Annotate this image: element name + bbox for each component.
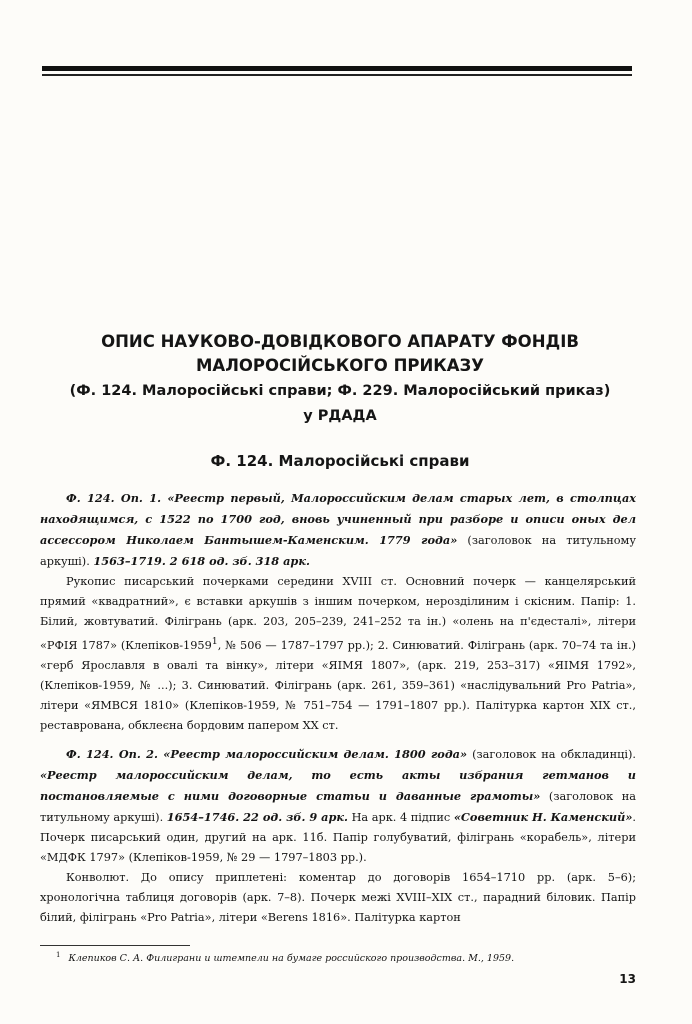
op1-entry bbox=[40, 488, 636, 572]
header-rule-thick bbox=[42, 66, 632, 71]
op2-signature-intro: На арк. 4 підпис bbox=[347, 811, 454, 824]
op2-signature: «Советник Н. Каменский» bbox=[453, 810, 633, 824]
footnote-text: Клепиков С. А. Филиграни и штемпели на бумаге российского производства. М., 1959. bbox=[68, 953, 515, 965]
op2-second-note: (заголовок на титульному аркуші). bbox=[40, 790, 637, 824]
op1-description-text-a: Рукопис писарський почерками середини XVIII ст. Основний почерк — канцелярський прямий «квадратний», є вставки аркушів з іншим почерком, нерозділиним і скісним. Папір: 1. Білий, жовтуватий. Філігрань (арк. 203, 205–239, 241–252 та ін.) «олень на п'єдесталі», літери «РФІЯ 1787» (Клепіков-1959 bbox=[40, 575, 636, 652]
inventory-op2 bbox=[40, 744, 636, 928]
title-line-1: ОПИС НАУКОВО-ДОВІДКОВОГО АПАРАТУ ФОНДІВ bbox=[101, 332, 579, 351]
op2-entry bbox=[40, 744, 636, 868]
inventory-op1 bbox=[40, 488, 636, 736]
title-line-4: у РДАДА bbox=[303, 408, 377, 424]
title-line-3: (Ф. 124. Малоросійські справи; Ф. 229. Малоросійський приказ) bbox=[69, 383, 611, 399]
footnote-marker: 1 bbox=[56, 951, 61, 959]
header-rule-thin bbox=[42, 74, 632, 76]
op2-title: Ф. 124. Оп. 2. «Реестр малороссийским делам. 1800 года» bbox=[66, 747, 468, 761]
op1-title-note: (заголовок на титульному аркуші). bbox=[40, 534, 636, 568]
page-number: 13 bbox=[619, 972, 636, 986]
section-heading: Ф. 124. Малоросійські справи bbox=[210, 452, 470, 470]
op1-summary: 1563–1719. 2 618 од. зб. 318 арк. bbox=[93, 554, 310, 568]
document-title bbox=[40, 330, 640, 428]
op2-second-title: «Реестр малороссийским делам, то есть акты избрания гетманов и постановляемые с ними договорные статьи и даванные грамоты» bbox=[40, 768, 636, 803]
footnote-ref: 1 bbox=[211, 636, 218, 647]
footnote bbox=[56, 948, 636, 966]
op2-title-note: (заголовок на обкладинці). bbox=[467, 748, 636, 761]
title-line-2: МАЛОРОСІЙСЬКОГО ПРИКАЗУ bbox=[196, 356, 484, 375]
op2-convolute: Конволют. До опису приплетені: коментар до договорів 1654–1710 рр. (арк. 5–6); хронологічна таблиця договорів (арк. 7–8). Почерк межі XVIII–XIX ст., парадний біловик. Папір білий, філігрань «Pro Patria», літери «Berens 1816». Палітурка картон bbox=[40, 871, 636, 924]
footnote-rule bbox=[40, 945, 190, 946]
op1-title: Ф. 124. Оп. 1. «Реестр первый, Малороссийским делам старых лет, в столпцах находящимся, с 1522 по 1700 год, вновь учиненный при разборе и описи оных дел ассессором Николаем Бантышем-Каменским. 1779 года» bbox=[40, 491, 636, 547]
op2-summary: 1654–1746. 22 од. зб. 9 арк. bbox=[166, 810, 348, 824]
op1-description bbox=[40, 572, 636, 736]
op1-description-text-b: , № 506 — 1787–1797 рр.); 2. Синюватий. Філігрань (арк. 70–74 та ін.) «герб Ярославля в овалі та вінку», літери «ЯІМЯ 1807», (арк. 219, 253–317) «ЯІМЯ 1792», (Клепіков-1959, № ...); 3. Синюватий. Філігрань (арк. 261, 359–361) «наслідувальний Pro Patria», літери «ЯМВСЯ 1810» (Клепіков-1959, № 751–754 — 1791–1807 рр.). Палітурка картон XIX ст., реставрована, обклеєна бордовим папером XX ст. bbox=[40, 638, 636, 732]
op2-description: . Почерк писарський один, другий на арк. 11б. Папір голубуватий, філігрань «корабель», літери «МДФК 1797» (Клепіков-1959, № 29 — 1797–1803 рр.). bbox=[40, 811, 636, 864]
